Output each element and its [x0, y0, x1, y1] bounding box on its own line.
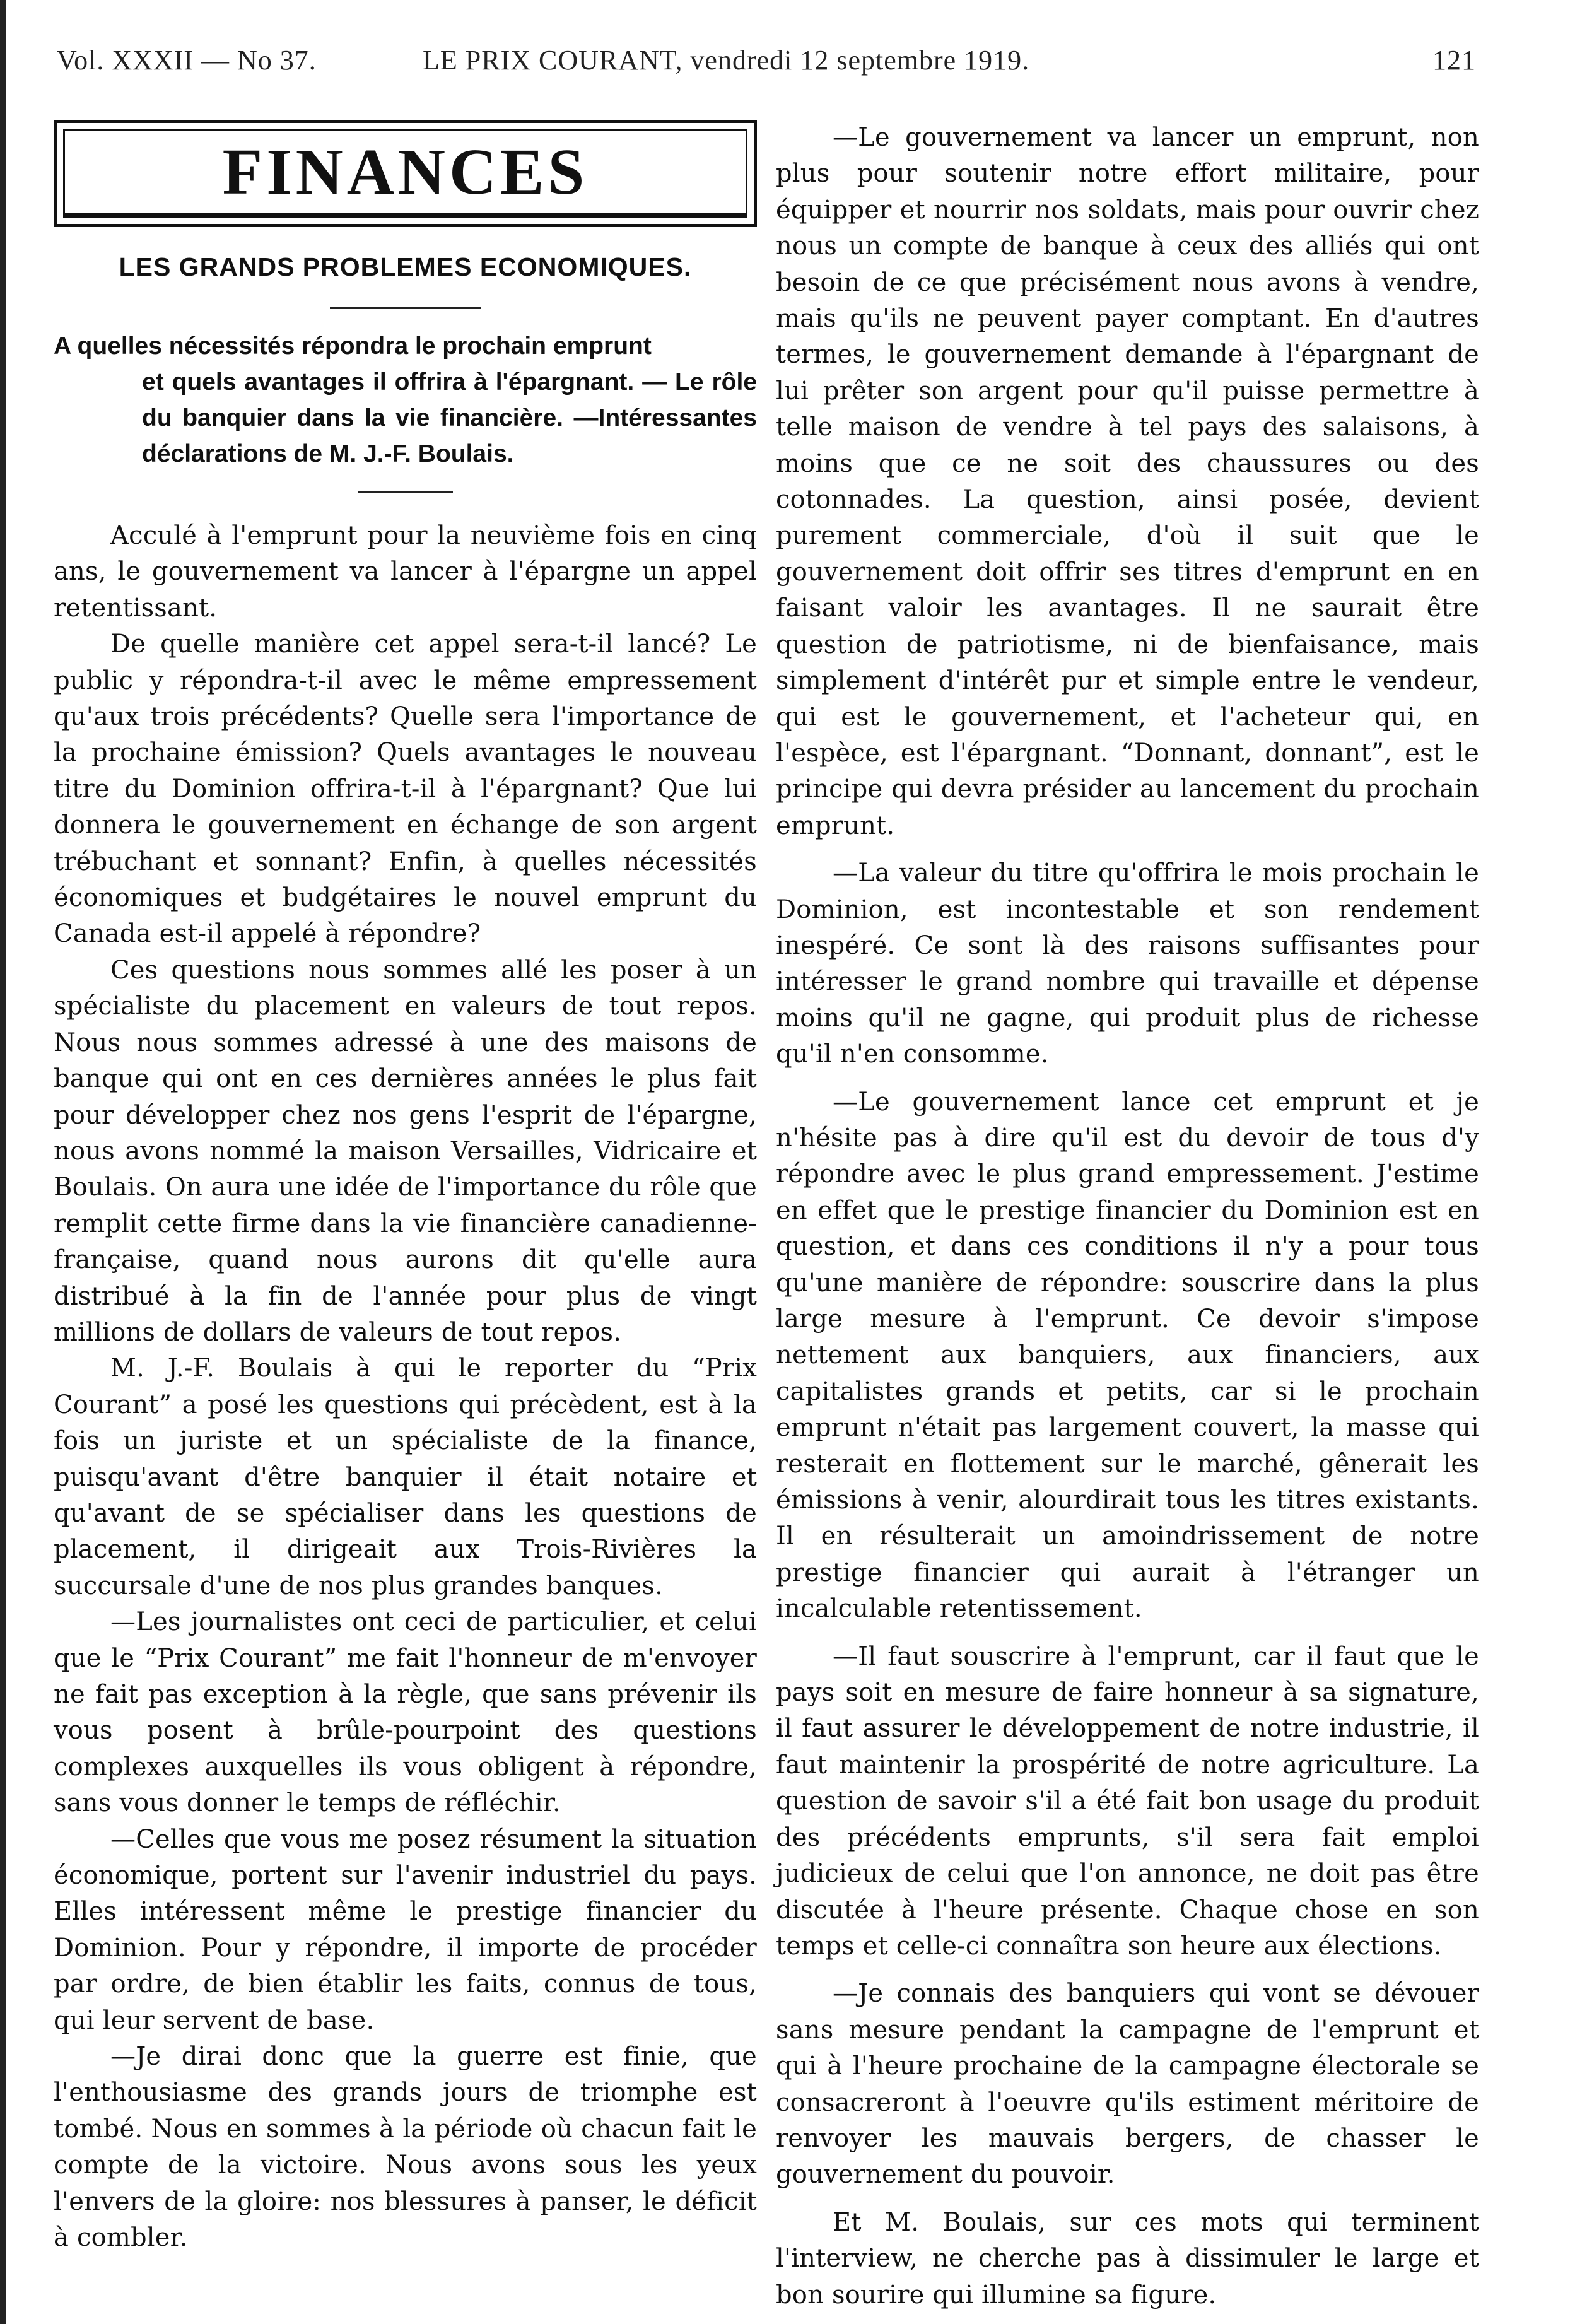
- masthead: LE PRIX COURANT, vendredi 12 septembre 1919.: [423, 45, 1030, 76]
- article-paragraph: —Je connais des banquiers qui vont se dévouer sans mesure pendant la campagne de l'emprunt et qui à l'heure prochaine de la campagne électorale se consacreront à l'oeuvre qu'ils estiment méritoire de renvoyer les mauvais bergers, de chasser le gouvernement du pouvoir.: [776, 1979, 1479, 2190]
- article-subheading: LES GRANDS PROBLEMES ECONOMIQUES.: [119, 252, 692, 281]
- right-column: [776, 120, 1479, 2313]
- article-paragraph: —Je dirai donc que la guerre est finie, que l'enthousiasme des grands jours de triomphe est tombé. Nous en sommes à la période où chacun fait le compte de la victoire. Nous avons sous les yeux l'envers de la gloire: nos blessures à panser, le déficit à combler.: [54, 2042, 757, 2253]
- deck-first-line: A quelles nécessités répondra le prochain emprunt: [54, 332, 652, 360]
- article-paragraph: —Il faut souscrire à l'emprunt, car il faut que le pays soit en mesure de faire honneur à sa signature, il faut assurer le développement de notre industrie, il faut maintenir la prospérité de notre agriculture. La question de savoir s'il a été fait bon usage du produit des précédents emprunts, s'il sera fait emploi judicieux de celui que l'on annonce, ne doit pas être discutée à l'heure présente. Chaque chose en son temps et celle-ci connaîtra son heure aux élections.: [776, 1641, 1479, 1961]
- page-header: [57, 44, 1476, 88]
- divider-rule: [358, 491, 453, 493]
- section-title-box: [54, 120, 757, 227]
- volume-number: Vol. XXXII — No 37.: [57, 45, 317, 76]
- article-paragraph: —Le gouvernement lance cet emprunt et je n'hésite pas à dire qu'il est du devoir de tous d'y répondre avec le plus grand empressement. J'estime en effet que le prestige financier du Dominion est en question, et dans ces conditions il n'y a pour tous qu'une manière de répondre: souscrire dans la plus large mesure à l'emprunt. Ce devoir s'impose nettement aux banquiers, aux financiers, aux capitalistes grands et petits, car si le prochain emprunt n'était pas largement couvert, la masse qui resterait en flottement sur le marché, gênerait les émissions à venir, alourdirait tous les titres existants. Il en résulterait un amoindrissement de notre prestige financier qui aurait à l'étranger un incalculable retentissement.: [776, 1087, 1479, 1624]
- article-paragraph: Et M. Boulais, sur ces mots qui terminent l'interview, ne cherche pas à dissimuler le large et bon sourire qui illumine sa figure.: [776, 2207, 1479, 2309]
- section-title-frame: [63, 129, 747, 218]
- page-number: 121: [1432, 45, 1476, 76]
- article-paragraph: M. J.-F. Boulais à qui le reporter du “Prix Courant” a posé les questions qui précèdent, est à la fois un juriste et un spécialiste de la finance, puisqu'avant d'être banquier il était notaire et qu'avant de se spécialiser dans les questions de placement, il dirigeait aux Trois-Rivières la succursale d'une de nos plus grandes banques.: [54, 1354, 757, 1600]
- deck-text: et quels avantages il offrira à l'épargnant. — Le rôle du banquier dans la vie financière. —Intéressantes déclarations de M. J.-F. Boulais.: [142, 368, 757, 467]
- left-column: [54, 120, 757, 2257]
- divider-rule: [330, 307, 481, 309]
- article-paragraph: —Le gouvernement va lancer un emprunt, non plus pour soutenir notre effort militaire, pour équipper et nourrir nos soldats, mais pour ouvrir chez nous un compte de banque à ceux des alliés qui ont besoin de ce que précisément nous avons à vendre, mais qu'ils ne peuvent payer comptant. En d'autres termes, le gouvernement demande à l'épargnant de lui prêter son argent pour qu'il puisse permettre à telle maison de vendre à tel pays des salaisons, à moins que ce ne soit des chaussures ou des cotonnades. La question, ainsi posée, devient purement commerciale, d'où il suit que le gouvernement doit offrir ses titres d'emprunt en en faisant valoir les avantages. Il ne saurait être question de patriotisme, ni de bienfaisance, mais simplement d'intérêt pur et simple entre le vendeur, qui est le gouvernement, et l'acheteur qui, en l'espèce, est l'épargnant. “Donnant, donnant”, est le principe qui devra présider au lancement du prochain emprunt.: [776, 123, 1479, 840]
- article-paragraph: De quelle manière cet appel sera-t-il lancé? Le public y répondra-t-il avec le même empressement qu'aux trois précédents? Quelle sera l'importance de la prochaine émission? Quels avantages le nouveau titre du Dominion offrira-t-il à l'épargnant? Que lui donnera le gouvernement en échange de son argent trébuchant et sonnant? Enfin, à quelles nécessités économiques et budgétaires le nouvel emprunt du Canada est-il appelé à répondre?: [54, 630, 757, 949]
- article-paragraph: —La valeur du titre qu'offrira le mois prochain le Dominion, est incontestable et son rendement inespéré. Ce sont là des raisons suffisantes pour intéresser le grand nombre qui travaille et dépense moins qu'il ne gagne, qui produit plus de richesse qu'il n'en consomme.: [776, 859, 1479, 1069]
- article-paragraph: Ces questions nous sommes allé les poser à un spécialiste du placement en valeurs de tout repos. Nous nous sommes adressé à une des maisons de banque qui ont en ces dernières années le plus fait pour développer chez nos gens l'esprit de l'épargne, nous avons nommé la maison Versailles, Vidricaire et Boulais. On aura une idée de l'importance du rôle que remplit cette firme dans la vie financière canadienne-française, quand nous aurons dit qu'elle aura distribué à la fin de l'année pour plus de vingt millions de dollars de valeurs de tout repos.: [54, 955, 757, 1347]
- page-edge: [0, 0, 6, 2324]
- article-deck: [54, 328, 757, 472]
- section-title: FINANCES: [222, 136, 589, 208]
- article-paragraph: Acculé à l'emprunt pour la neuvième fois en cinq ans, le gouvernement va lancer à l'épargne un appel retentissant.: [54, 521, 757, 623]
- article-paragraph: —Les journalistes ont ceci de particulier, et celui que le “Prix Courant” me fait l'honneur de m'envoyer ne fait pas exception à la règle, que sans prévenir ils vous posent à brûle-pourpoint des questions complexes auxquelles ils vous obligent à répondre, sans vous donner le temps de réfléchir.: [54, 1607, 757, 1818]
- article-paragraph: —Celles que vous me posez résument la situation économique, portent sur l'avenir industriel du pays. Elles intéressent même le prestige financier du Dominion. Pour y répondre, il importe de procéder par ordre, de bien établir les faits, connus de tous, qui leur servent de base.: [54, 1824, 757, 2035]
